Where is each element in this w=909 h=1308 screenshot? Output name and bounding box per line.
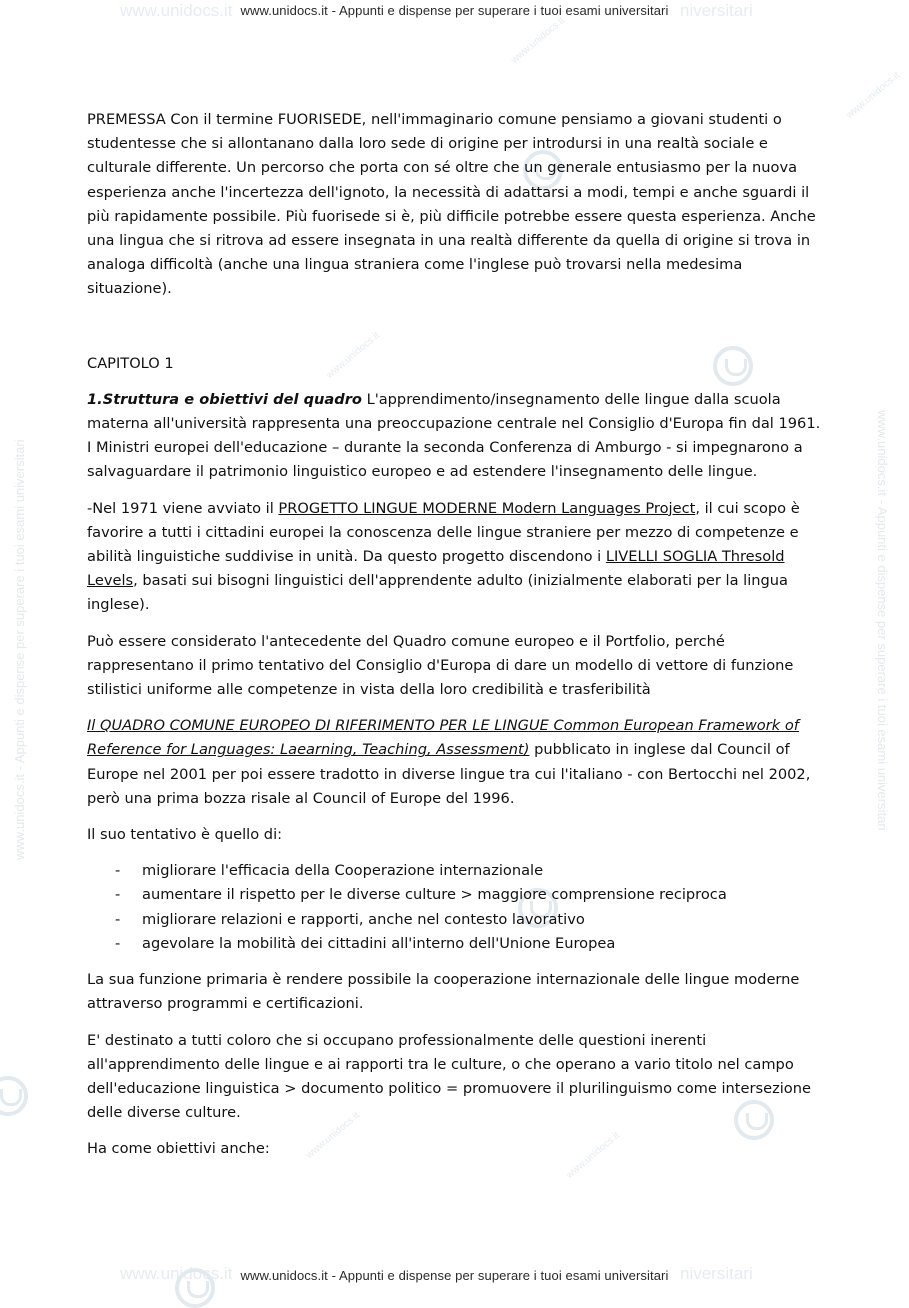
paragraph-text: pubblicato in inglese dal Council of Europe nel 2001 per poi essere tradotto in diverse lingue tra cui l'italiano - con Bertocchi nel 2002, però una prima bozza risale al Council of Europe del 1996. bbox=[87, 741, 811, 807]
goals-list bbox=[87, 859, 827, 956]
paragraph-antecedente: Può essere considerato l'antecedente del Quadro comune europeo e il Portfolio, perché rappresentano il primo tentativo del Consiglio d'Europa di dare un modello di vettore di funzione stilistici uniforme alle competenze in vista della loro credibilità e trasferibilità bbox=[87, 632, 794, 699]
chapter-heading: CAPITOLO 1 bbox=[87, 354, 174, 372]
side-watermark-right: www.unidocs.it - Appunti e dispense per superare i tuoi esami universitari bbox=[875, 410, 890, 831]
paragraph-obiettivi: Ha come obiettivi anche: bbox=[87, 1140, 270, 1158]
watermark-diagonal: www.unidocs.it bbox=[304, 1110, 362, 1161]
underlined-term-livelli: LIVELLI SOGLIA Thresold Levels bbox=[87, 548, 785, 590]
paragraph-struttura bbox=[87, 388, 827, 485]
underlined-term-quadro: Il QUADRO COMUNE EUROPEO DI RIFERIMENTO PER LE LINGUE Common European Framework of Reference for Languages: Laearning, Teaching, Assessment) bbox=[87, 717, 799, 759]
premessa-paragraph: PREMESSA Con il termine FUORISEDE, nell'immaginario comune pensiamo a giovani studenti o studentesse che si allontanano dalla loro sede di origine per introdursi in una realtà sociale e culturale differente. Un percorso che porta con sé oltre che un generale entusiasmo per la nuova esperienza anche l'incertezza dell'ignoto, la necessità di adattarsi a modi, tempi e anche sguardi il più rapidamente possibile. Più fuorisede si è, più difficile potrebbe essere questa esperienza. Anche una lingua che si ritrova ad essere insegnata in una realtà differente da quella di origine si trova in analoga difficoltà (anche una lingua straniera come l'inglese può trovarsi nella medesima situazione). bbox=[87, 111, 816, 298]
footer-banner: www.unidocs.it - Appunti e dispense per superare i tuoi esami universitari bbox=[240, 1268, 669, 1283]
watermark-diagonal: www.unidocs.it bbox=[564, 1130, 622, 1181]
watermark-ghost-text: niversitari bbox=[680, 1264, 753, 1283]
section-title: 1.Struttura e obiettivi del quadro bbox=[87, 390, 362, 408]
watermark-ghost-text: niversitari bbox=[680, 1, 753, 20]
list-item: - aumentare il rispetto per le diverse culture > maggiore comprensione reciproca bbox=[87, 883, 827, 907]
list-item: - agevolare la mobilità dei cittadini all'interno dell'Unione Europea bbox=[87, 932, 827, 956]
side-watermark-left: www.unidocs.it - Appunti e dispense per superare i tuoi esami universitari bbox=[12, 439, 27, 860]
watermark-diagonal: www.unidocs.it bbox=[844, 70, 902, 121]
paragraph-quadro bbox=[87, 714, 827, 811]
watermark-diagonal: www.unidocs.it bbox=[509, 15, 567, 66]
watermark-ghost-text: www.unidocs.it bbox=[120, 1, 233, 20]
paragraph-funzione: La sua funzione primaria è rendere possibile la cooperazione internazionale delle lingue moderne attraverso programmi e certificazioni. bbox=[87, 971, 800, 1013]
paragraph-text: L'apprendimento/insegnamento delle lingue dalla scuola materna all'università rappresenta una preoccupazione centrale nel Consiglio d'Europa fin dal 1961. I Ministri europei dell'educazione – durante la seconda Conferenza di Amburgo - si impegnarono a salvaguardare il patrimonio linguistico europeo e ad estendere l'insegnamento delle lingue. bbox=[87, 390, 821, 481]
document-body bbox=[87, 108, 827, 1174]
section-spacer bbox=[87, 314, 827, 352]
list-item: - migliorare relazioni e rapporti, anche nel contesto lavorativo bbox=[87, 908, 827, 932]
watermark-ghost-text: www.unidocs.it bbox=[120, 1264, 233, 1283]
underlined-term-progetto: PROGETTO LINGUE MODERNE Modern Languages Project bbox=[278, 499, 696, 517]
paragraph-text: -Nel 1971 viene avviato il bbox=[87, 499, 279, 517]
paragraph-progetto bbox=[87, 497, 827, 618]
list-item: - migliorare l'efficacia della Cooperazione internazionale bbox=[87, 859, 827, 883]
header-banner: www.unidocs.it - Appunti e dispense per superare i tuoi esami universitari bbox=[240, 3, 669, 18]
paragraph-tentativo: Il suo tentativo è quello di: bbox=[87, 826, 283, 844]
watermark-diagonal: www.unidocs.it bbox=[324, 330, 382, 381]
unidocs-logo-watermark bbox=[0, 1076, 28, 1116]
paragraph-text: , basati sui bisogni linguistici dell'apprendente adulto (inizialmente elaborati per la lingua inglese). bbox=[87, 572, 788, 614]
paragraph-text: , il cui scopo è favorire a tutti i cittadini europei la conoscenza delle lingue straniere per mezzo di competenze e abilità linguistiche suddivise in unità. Da questo progetto discendono i bbox=[87, 499, 800, 566]
paragraph-destinato: E' destinato a tutti coloro che si occupano professionalmente delle questioni inerenti all'apprendimento delle lingue e ai rapporti tra le culture, o che operano a vario titolo nel campo dell'educazione linguistica > documento politico = promuovere il plurilinguismo come intersezione delle diverse culture. bbox=[87, 1031, 811, 1122]
